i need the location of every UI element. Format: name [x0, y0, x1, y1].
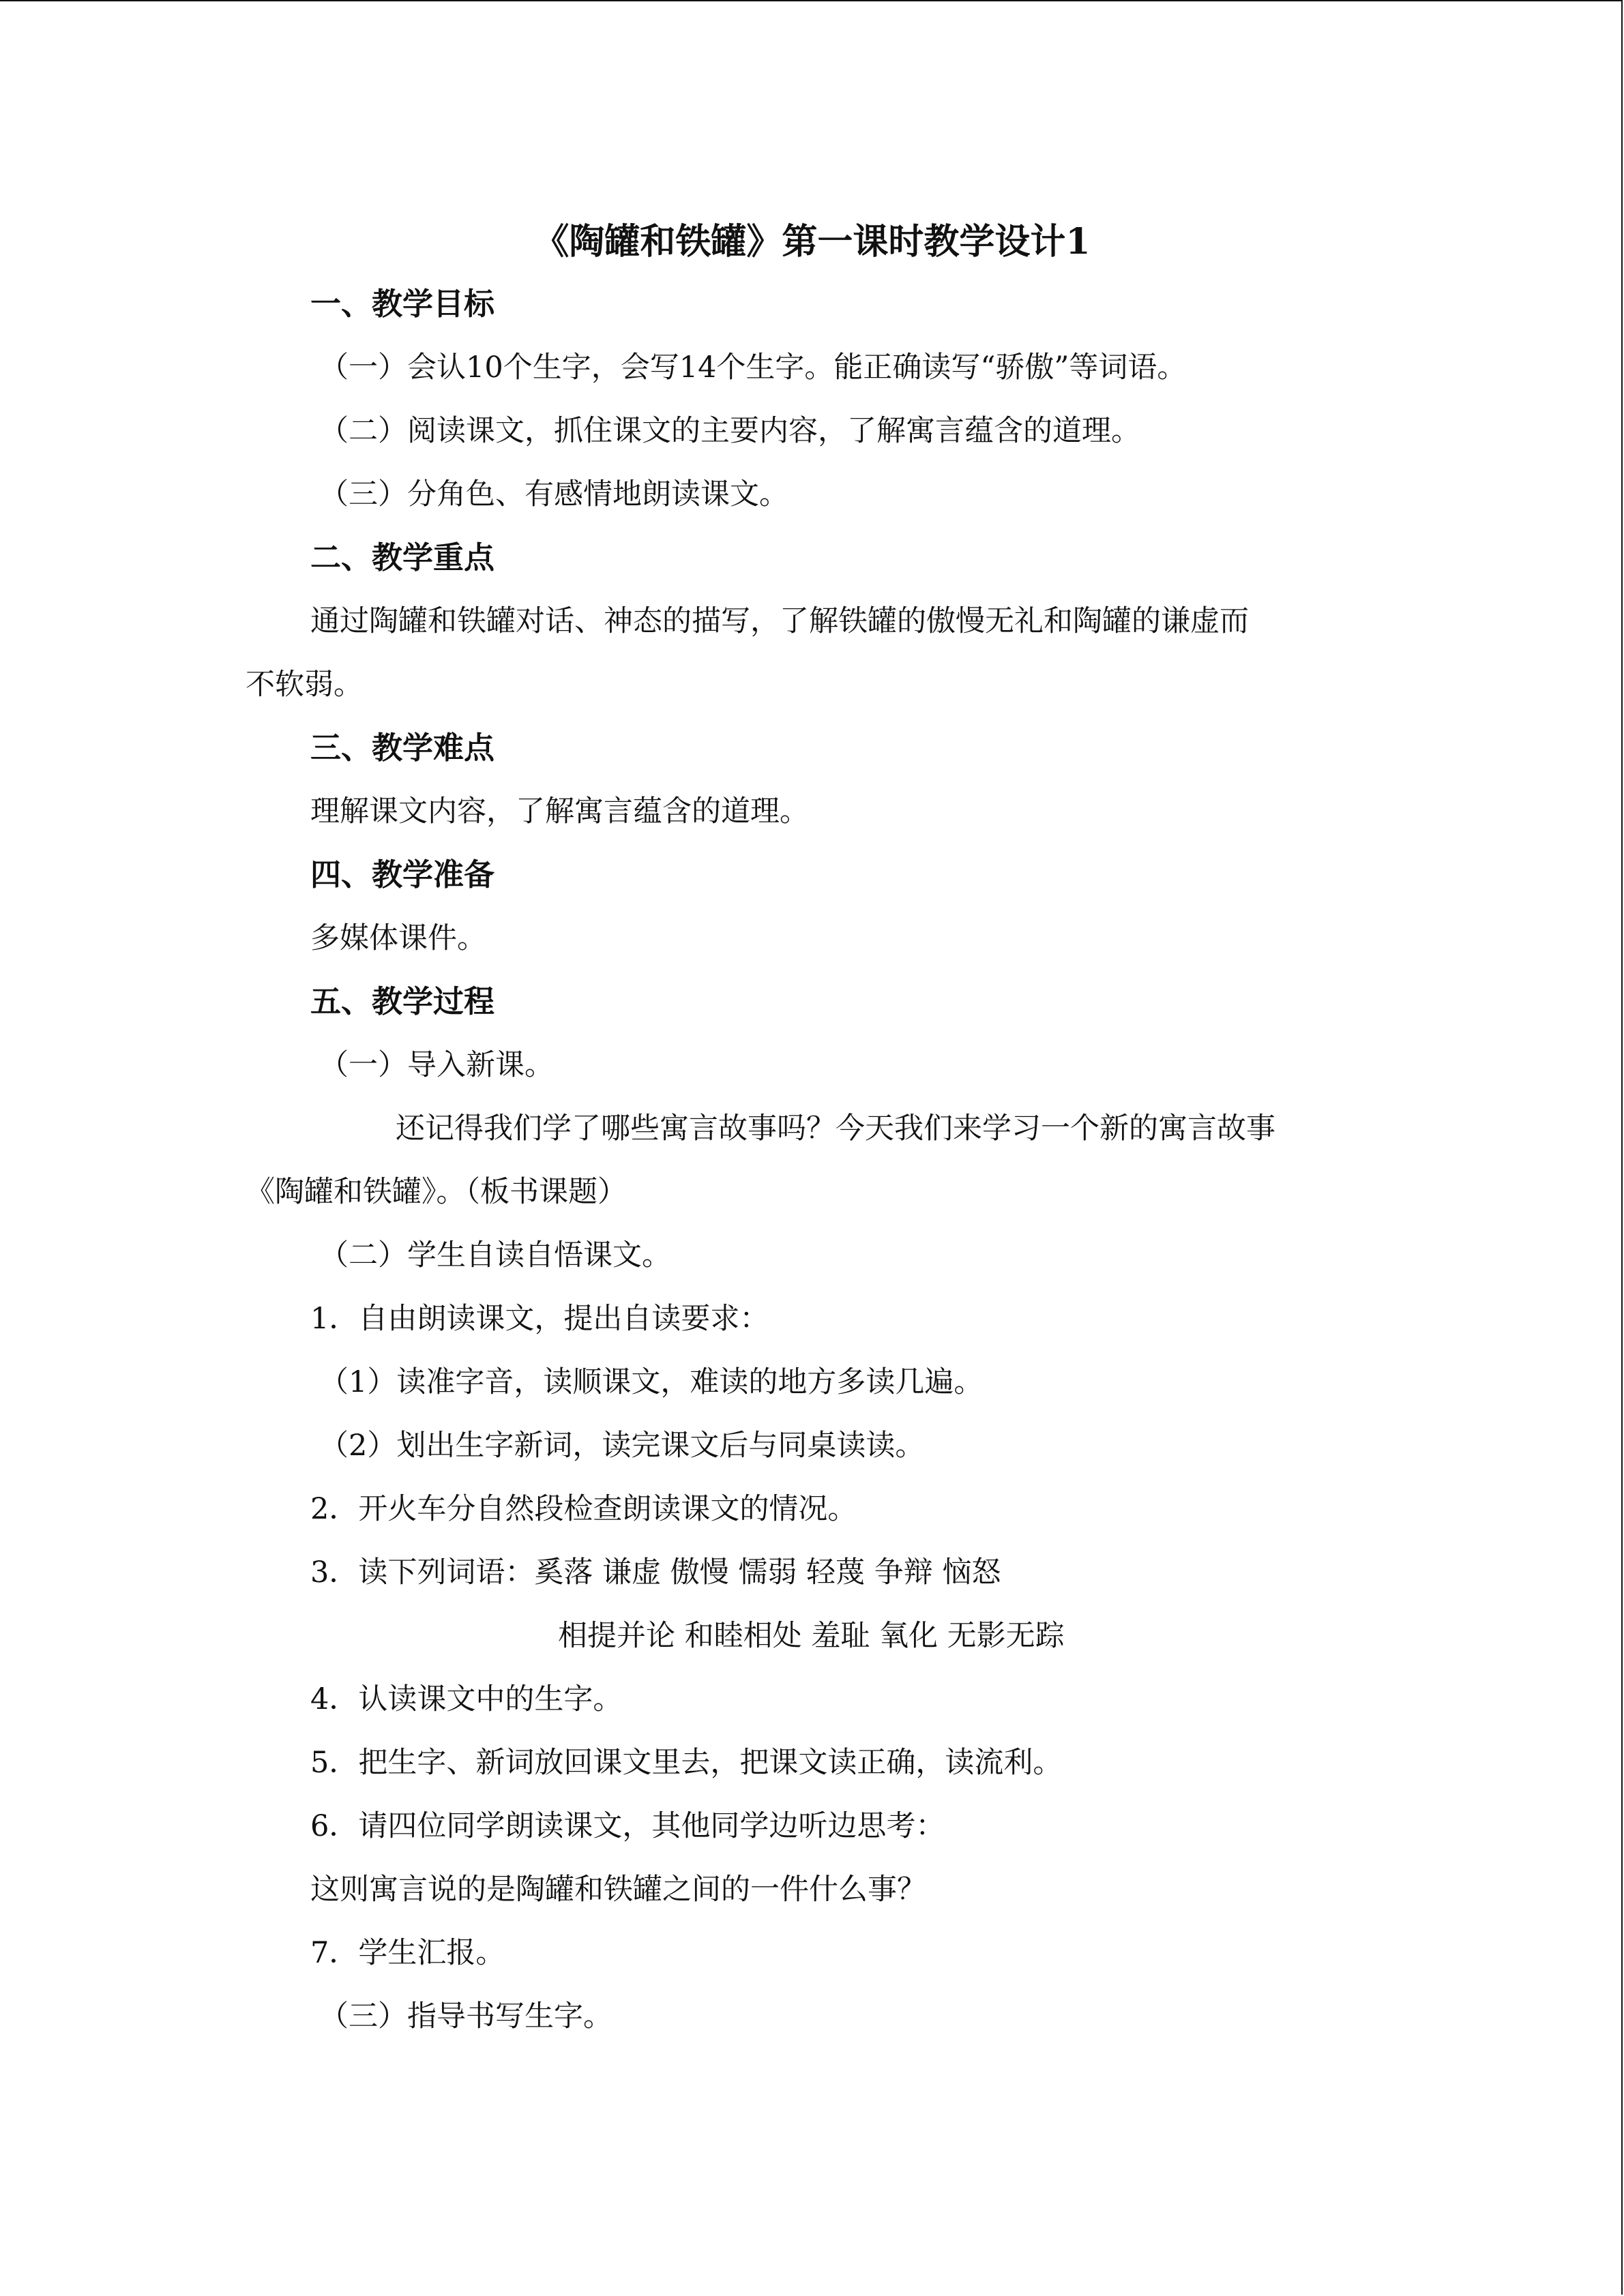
- process-section-3: （三）指导书写生字。: [319, 1999, 612, 2033]
- key-points-text-line2: 不软弱。: [246, 668, 363, 702]
- heading-preparation: 四、教学准备: [310, 856, 495, 893]
- process-section-2: （二）学生自读自悟课文。: [319, 1238, 671, 1272]
- step-1-sub-2: （2）划出生字新词，读完课文后与同桌读读。: [319, 1429, 925, 1463]
- step-7: 7．学生汇报。: [310, 1936, 505, 1970]
- key-points-text-line1: 通过陶罐和铁罐对话、神态的描写，了解铁罐的傲慢无礼和陶罐的谦虚而: [310, 604, 1249, 638]
- heading-objectives: 一、教学目标: [310, 286, 495, 322]
- step-2: 2．开火车分自然段检查朗读课文的情况。: [310, 1492, 857, 1526]
- step-1: 1．自由朗读课文，提出自读要求：: [310, 1302, 769, 1336]
- step-4: 4．认读课文中的生字。: [310, 1682, 623, 1716]
- heading-key-points: 二、教学重点: [310, 539, 495, 576]
- difficulties-text: 理解课文内容，了解寓言蕴含的道理。: [310, 794, 809, 829]
- objective-3: （三）分角色、有感情地朗读课文。: [319, 477, 788, 511]
- step-6: 6．请四位同学朗读课文，其他同学边听边思考：: [310, 1809, 945, 1843]
- process-section-1: （一）导入新课。: [319, 1048, 554, 1082]
- page-title: 《陶罐和铁罐》第一课时教学设计1: [533, 221, 1091, 263]
- step-3-vocab-line1: 3．读下列词语：奚落 谦虚 傲慢 懦弱 轻蔑 争辩 恼怒: [310, 1555, 1001, 1590]
- preparation-text: 多媒体课件。: [310, 921, 486, 955]
- intro-paragraph-line2: 《陶罐和铁罐》。（板书课题）: [246, 1175, 627, 1209]
- step-6-question: 这则寓言说的是陶罐和铁罐之间的一件什么事？: [310, 1873, 926, 1907]
- step-3-vocab-line2: 相提并论 和睦相处 羞耻 氧化 无影无踪: [558, 1619, 1065, 1653]
- step-1-sub-1: （1）读准字音，读顺课文，难读的地方多读几遍。: [319, 1365, 984, 1399]
- intro-paragraph-line1: 还记得我们学了哪些寓言故事吗？今天我们来学习一个新的寓言故事: [396, 1112, 1275, 1146]
- objective-1: （一）会认10个生字，会写14个生字。能正确读写“骄傲”等词语。: [319, 351, 1187, 385]
- heading-difficulties: 三、教学难点: [310, 730, 495, 766]
- step-5: 5．把生字、新词放回课文里去，把课文读正确，读流利。: [310, 1746, 1063, 1780]
- objective-2: （二）阅读课文，抓住课文的主要内容，了解寓言蕴含的道理。: [319, 414, 1140, 448]
- heading-process: 五、教学过程: [310, 983, 495, 1019]
